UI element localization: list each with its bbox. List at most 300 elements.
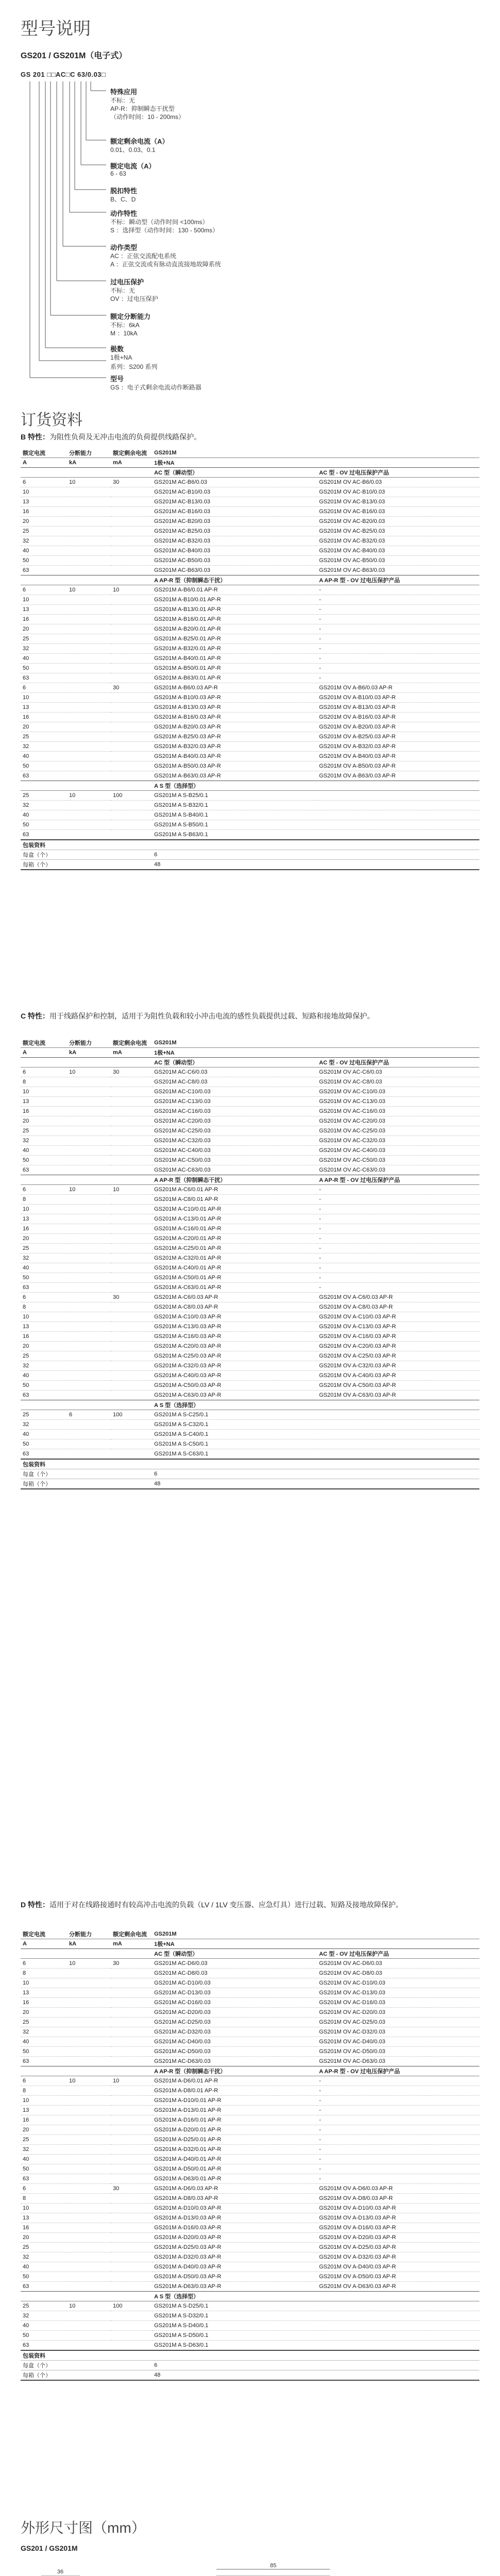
- page-subtitle: GS201 / GS201M（电子式）: [21, 52, 127, 60]
- table-cell: GS201M AC-B63/0.03: [152, 566, 317, 575]
- table-cell: [67, 713, 111, 722]
- table-row: [21, 2213, 479, 2223]
- legend-line: 不标：无: [110, 287, 136, 294]
- table-row: [21, 2204, 479, 2213]
- table-cell: 32: [21, 1361, 67, 1371]
- table-row: [21, 1224, 479, 1234]
- table-cell: 40: [21, 752, 67, 761]
- table-cell: [67, 2243, 111, 2252]
- table-cell: 20: [21, 517, 67, 527]
- table-cell: [111, 2096, 152, 2106]
- table-cell: [67, 2174, 111, 2184]
- table-cell: [67, 1283, 111, 1293]
- table-cell: GS201M AC-B50/0.03: [152, 556, 317, 566]
- table-cell: GS201M OV AC-B63/0.03: [317, 566, 479, 575]
- table-row: [21, 1273, 479, 1283]
- table-cell: GS201M OV AC-B10/0.03: [317, 487, 479, 497]
- table-cell: [111, 722, 152, 732]
- table-cell: [67, 1293, 111, 1302]
- table-cell: [111, 2331, 152, 2341]
- table-cell: [67, 517, 111, 527]
- table-cell: 13: [21, 703, 67, 713]
- table-cell: 32: [21, 644, 67, 654]
- table-cell: GS201M A-B25/0.03 AP-R: [152, 732, 317, 742]
- table-cell: [111, 2037, 152, 2047]
- table-cell: 13: [21, 1097, 67, 1107]
- table-row: [21, 693, 479, 703]
- table-cell: 16: [21, 1107, 67, 1116]
- table-cell: [67, 1146, 111, 1156]
- table-cell: [111, 1469, 152, 1479]
- table-cell: 25: [21, 2243, 67, 2252]
- table-cell: 6: [21, 2076, 67, 2086]
- table-cell: [111, 487, 152, 497]
- table-row: [21, 585, 479, 595]
- table-cell: GS201M AC-C16/0.03: [152, 1107, 317, 1116]
- table-cell: 包装资料: [21, 840, 67, 850]
- table-cell: [67, 1949, 111, 1959]
- table-cell: [111, 742, 152, 752]
- table-cell: [67, 2145, 111, 2155]
- table-cell: [67, 2057, 111, 2066]
- table-cell: [111, 1978, 152, 1988]
- table-cell: [67, 2037, 111, 2047]
- dim-label: 36: [57, 2569, 64, 2575]
- table-cell: [67, 1969, 111, 1978]
- table-row: [21, 2184, 479, 2194]
- table-cell: [67, 1439, 111, 1449]
- table-cell: kA: [67, 1939, 111, 1949]
- table-cell: [111, 2145, 152, 2155]
- table-cell: A: [21, 1048, 67, 1058]
- table-cell: 100: [111, 2301, 152, 2311]
- table-row: [21, 2233, 479, 2243]
- table-row: [21, 1302, 479, 1312]
- table-cell: -: [317, 1214, 479, 1224]
- table-row: [21, 1146, 479, 1156]
- legend-line: AP-R：抑制瞬态干扰型: [110, 105, 175, 112]
- table-cell: [111, 2243, 152, 2252]
- table-cell: 每箱（个）: [21, 860, 67, 870]
- table-cell: [67, 2311, 111, 2321]
- table-cell: A AP-R 型 - OV 过电压保护产品: [317, 2066, 479, 2076]
- table-cell: GS201M A-D8/0.01 AP-R: [152, 2086, 317, 2096]
- table-cell: 40: [21, 2155, 67, 2164]
- table-row: [21, 1381, 479, 1391]
- table-cell: [67, 2155, 111, 2164]
- table-cell: 63: [21, 566, 67, 575]
- table-cell: 10: [67, 1067, 111, 1077]
- table-cell: GS201M OV AC-D40/0.03: [317, 2037, 479, 2047]
- table-cell: GS201M AC-D10/0.03: [152, 1978, 317, 1988]
- table-cell: GS201M OV A-D50/0.03 AP-R: [317, 2272, 479, 2282]
- table-cell: [67, 1302, 111, 1312]
- table-cell: GS201M OV A-B50/0.03 AP-R: [317, 761, 479, 771]
- table-cell: AC 型（瞬动型）: [152, 468, 317, 478]
- table-cell: [67, 860, 111, 870]
- table-cell: [317, 1420, 479, 1430]
- table-cell: [111, 566, 152, 575]
- table-cell: -: [317, 1205, 479, 1214]
- table-cell: GS201M AC-B20/0.03: [152, 517, 317, 527]
- table-cell: GS201M A-D50/0.03 AP-R: [152, 2272, 317, 2282]
- legend-label: 动作特性: [110, 210, 138, 217]
- table-cell: [67, 2350, 111, 2361]
- table-cell: GS201M A S-B25/0.1: [152, 791, 317, 801]
- table-cell: GS201M A-B20/0.01 AP-R: [152, 624, 317, 634]
- table-cell: 6: [152, 850, 317, 860]
- table-cell: 40: [21, 1146, 67, 1156]
- table-cell: [111, 1998, 152, 2008]
- table-cell: GS201M: [152, 1038, 317, 1048]
- table-cell: [317, 850, 479, 860]
- table-row: [21, 644, 479, 654]
- table-cell: [111, 1342, 152, 1351]
- table-cell: [317, 860, 479, 870]
- table-row: [21, 2370, 479, 2381]
- table-cell: [21, 2292, 67, 2301]
- table-cell: GS201M A S-C50/0.1: [152, 1439, 317, 1449]
- table-cell: GS201M OV AC-C63/0.03: [317, 1165, 479, 1175]
- table-cell: 63: [21, 1449, 67, 1460]
- table-cell: GS201M: [152, 448, 317, 458]
- table-cell: GS201M A-C13/0.03 AP-R: [152, 1322, 317, 1332]
- table-cell: [111, 2282, 152, 2292]
- table-cell: [111, 2213, 152, 2223]
- table-cell: [111, 1283, 152, 1293]
- table-cell: [67, 1342, 111, 1351]
- table-cell: -: [317, 2086, 479, 2096]
- table-cell: -: [317, 624, 479, 634]
- table-cell: GS201M A-D10/0.01 AP-R: [152, 2096, 317, 2106]
- table-cell: 25: [21, 791, 67, 801]
- table-cell: [317, 1038, 479, 1048]
- table-cell: A AP-R 型 - OV 过电压保护产品: [317, 575, 479, 585]
- table-row: [21, 713, 479, 722]
- table-cell: GS201M AC-B13/0.03: [152, 497, 317, 507]
- table-row: [21, 1391, 479, 1400]
- table-row: [21, 595, 479, 605]
- table-row: [21, 2292, 479, 2301]
- table-cell: [67, 1087, 111, 1097]
- table-cell: [317, 791, 479, 801]
- table-cell: [67, 1175, 111, 1185]
- dim-label: 85: [270, 2563, 277, 2569]
- table-cell: 63: [21, 771, 67, 781]
- table-cell: [317, 801, 479, 810]
- order-table-d: [21, 1929, 479, 2381]
- table-cell: GS201M A S-C32/0.1: [152, 1420, 317, 1430]
- legend-label: 极数: [110, 345, 124, 353]
- table-cell: 40: [21, 2262, 67, 2272]
- table-cell: GS201M OV A-D20/0.03 AP-R: [317, 2233, 479, 2243]
- table-cell: GS201M A-B10/0.01 AP-R: [152, 595, 317, 605]
- table-cell: -: [317, 2115, 479, 2125]
- table-cell: GS201M OV A-B10/0.03 AP-R: [317, 693, 479, 703]
- table-cell: 20: [21, 2008, 67, 2018]
- table-cell: [111, 1077, 152, 1087]
- table-cell: GS201M AC-D6/0.03: [152, 1959, 317, 1969]
- table-row: [21, 517, 479, 527]
- table-cell: [67, 703, 111, 713]
- table-cell: GS201M OV AC-B20/0.03: [317, 517, 479, 527]
- table-row: [21, 1988, 479, 1998]
- legend-line: M ：10kA: [110, 330, 138, 337]
- table-cell: 40: [21, 2037, 67, 2047]
- table-cell: [111, 1087, 152, 1097]
- table-cell: GS201M A-B6/0.01 AP-R: [152, 585, 317, 595]
- table-cell: GS201M OV AC-D13/0.03: [317, 1988, 479, 1998]
- table-row: [21, 1293, 479, 1302]
- table-cell: 8: [21, 2194, 67, 2204]
- table-cell: [111, 1273, 152, 1283]
- table-cell: [67, 1107, 111, 1116]
- table-cell: [67, 1156, 111, 1165]
- table-cell: GS201M A-D13/0.01 AP-R: [152, 2106, 317, 2115]
- table-cell: [111, 1116, 152, 1126]
- table-cell: 32: [21, 2311, 67, 2321]
- table-cell: [67, 546, 111, 556]
- table-cell: GS201M AC-D32/0.03: [152, 2027, 317, 2037]
- table-cell: GS201M A-D20/0.03 AP-R: [152, 2233, 317, 2243]
- table-cell: 32: [21, 2027, 67, 2037]
- table-cell: GS201M A S-D32/0.1: [152, 2311, 317, 2321]
- table-cell: 10: [21, 1087, 67, 1097]
- table-cell: GS201M OV A-C13/0.03 AP-R: [317, 1322, 479, 1332]
- table-cell: [111, 1234, 152, 1244]
- table-cell: GS201M AC-C32/0.03: [152, 1136, 317, 1146]
- table-cell: [111, 2027, 152, 2037]
- table-row: [21, 478, 479, 487]
- table-cell: [111, 2057, 152, 2066]
- legend-label: 型号: [110, 375, 124, 383]
- table-cell: [111, 2018, 152, 2027]
- table-cell: 16: [21, 615, 67, 624]
- table-cell: GS201M A-C10/0.03 AP-R: [152, 1312, 317, 1322]
- table-cell: GS201M A-C8/0.01 AP-R: [152, 1195, 317, 1205]
- table-cell: 63: [21, 1165, 67, 1175]
- table-row: [21, 2350, 479, 2361]
- table-row: [21, 2361, 479, 2370]
- table-cell: 10: [21, 1978, 67, 1988]
- table-cell: -: [317, 2096, 479, 2106]
- table-cell: [67, 2204, 111, 2213]
- table-cell: 16: [21, 713, 67, 722]
- section-intro-d: [21, 1899, 485, 1911]
- table-cell: GS201M OV AC-D32/0.03: [317, 2027, 479, 2037]
- table-cell: 30: [111, 478, 152, 487]
- table-row: [21, 683, 479, 693]
- table-cell: GS201M AC-C50/0.03: [152, 1156, 317, 1165]
- table-cell: 25: [21, 2135, 67, 2145]
- table-cell: [21, 1058, 67, 1067]
- table-cell: [111, 624, 152, 634]
- section-intro-c: [21, 1010, 485, 1022]
- table-cell: [111, 1439, 152, 1449]
- table-cell: GS201M OV AC-C13/0.03: [317, 1097, 479, 1107]
- table-cell: [67, 1459, 111, 1469]
- table-cell: GS201M A-D6/0.03 AP-R: [152, 2184, 317, 2194]
- table-cell: GS201M A S-B40/0.1: [152, 810, 317, 820]
- table-row: [21, 634, 479, 644]
- table-cell: 63: [21, 1391, 67, 1400]
- table-cell: 40: [21, 810, 67, 820]
- table-cell: A: [21, 458, 67, 468]
- table-cell: [111, 1253, 152, 1263]
- table-row: [21, 2096, 479, 2106]
- table-cell: [111, 752, 152, 761]
- table-cell: 48: [152, 2370, 317, 2381]
- table-cell: [67, 801, 111, 810]
- table-cell: GS201M OV AC-B40/0.03: [317, 546, 479, 556]
- table-cell: [67, 2008, 111, 2018]
- table-cell: [111, 664, 152, 673]
- table-cell: GS201M A-D10/0.03 AP-R: [152, 2204, 317, 2213]
- table-cell: GS201M A-D40/0.03 AP-R: [152, 2262, 317, 2272]
- table-cell: [111, 1097, 152, 1107]
- table-cell: [67, 742, 111, 752]
- table-row: [21, 830, 479, 840]
- table-cell: [67, 2115, 111, 2125]
- table-cell: 63: [21, 2057, 67, 2066]
- table-cell: GS201M AC-D20/0.03: [152, 2008, 317, 2018]
- table-row: [21, 1479, 479, 1489]
- intro-text: 适用于对在线路接通时有较高冲击电流的负载（LV / 1LV 变压器、应急灯具）进行过载、短路及接地故障保护。: [49, 1901, 403, 1909]
- table-cell: [67, 527, 111, 536]
- table-cell: [67, 2194, 111, 2204]
- table-cell: [67, 507, 111, 517]
- table-cell: GS201M OV A-D16/0.03 AP-R: [317, 2223, 479, 2233]
- table-cell: GS201M OV A-D25/0.03 AP-R: [317, 2243, 479, 2252]
- table-cell: [67, 732, 111, 742]
- table-cell: GS201M A-B13/0.01 AP-R: [152, 605, 317, 615]
- table-row: [21, 2135, 479, 2145]
- table-cell: [111, 1969, 152, 1978]
- table-cell: GS201M OV AC-D10/0.03: [317, 1978, 479, 1988]
- table-cell: 25: [21, 2301, 67, 2311]
- table-row: [21, 1048, 479, 1058]
- table-cell: 40: [21, 546, 67, 556]
- table-cell: 8: [21, 1969, 67, 1978]
- dimension-title: 外形尺寸图（mm）: [21, 2520, 146, 2536]
- table-cell: 10: [67, 2076, 111, 2086]
- table-cell: [317, 1469, 479, 1479]
- table-cell: -: [317, 2174, 479, 2184]
- table-cell: [67, 1998, 111, 2008]
- table-cell: 额定剩余电流: [111, 448, 152, 458]
- table-cell: [111, 2361, 152, 2370]
- table-cell: 32: [21, 1136, 67, 1146]
- table-cell: GS201M A-B16/0.03 AP-R: [152, 713, 317, 722]
- table-row: [21, 1185, 479, 1195]
- table-cell: GS201M OV A-B13/0.03 AP-R: [317, 703, 479, 713]
- intro-label: B 特性：: [21, 433, 49, 441]
- table-cell: [67, 2331, 111, 2341]
- table-cell: GS201M A-C40/0.03 AP-R: [152, 1371, 317, 1381]
- table-cell: [67, 1469, 111, 1479]
- table-cell: [67, 2096, 111, 2106]
- table-cell: 32: [21, 2145, 67, 2155]
- table-row: [21, 1244, 479, 1253]
- table-cell: GS201M OV AC-C32/0.03: [317, 1136, 479, 1146]
- table-cell: [67, 1116, 111, 1126]
- table-cell: 32: [21, 2252, 67, 2262]
- table-row: [21, 810, 479, 820]
- table-row: [21, 1342, 479, 1351]
- table-cell: [67, 1205, 111, 1214]
- table-cell: 20: [21, 722, 67, 732]
- table-row: [21, 2145, 479, 2155]
- table-cell: [67, 2047, 111, 2057]
- table-cell: [67, 1430, 111, 1439]
- table-cell: [111, 1165, 152, 1175]
- table-row: [21, 673, 479, 683]
- table-cell: GS201M OV A-D8/0.03 AP-R: [317, 2194, 479, 2204]
- model-code: GS 201 □□AC□C 63/0.03□: [21, 71, 106, 78]
- table-cell: GS201M OV A-D32/0.03 AP-R: [317, 2252, 479, 2262]
- table-cell: GS201M OV AC-D25/0.03: [317, 2018, 479, 2027]
- table-row: [21, 546, 479, 556]
- table-cell: [67, 2361, 111, 2370]
- table-row: [21, 487, 479, 497]
- table-cell: GS201M OV A-C6/0.03 AP-R: [317, 1293, 479, 1302]
- table-cell: 6: [21, 1185, 67, 1195]
- table-cell: -: [317, 605, 479, 615]
- table-cell: GS201M AC-D25/0.03: [152, 2018, 317, 2027]
- table-row: [21, 2262, 479, 2272]
- table-cell: [111, 850, 152, 860]
- table-cell: [111, 468, 152, 478]
- table-cell: [317, 781, 479, 791]
- table-row: [21, 2027, 479, 2037]
- table-row: [21, 1351, 479, 1361]
- legend-line: （动作时间：10 - 200ms）: [110, 113, 185, 121]
- table-cell: [111, 673, 152, 683]
- table-cell: [111, 1244, 152, 1253]
- table-cell: [67, 1361, 111, 1371]
- order-title: 订货资料: [21, 412, 82, 429]
- table-cell: [21, 575, 67, 585]
- table-cell: [317, 1048, 479, 1058]
- table-cell: 6: [152, 1469, 317, 1479]
- table-cell: kA: [67, 1048, 111, 1058]
- table-cell: [67, 1263, 111, 1273]
- table-cell: GS201M A-D8/0.03 AP-R: [152, 2194, 317, 2204]
- table-cell: GS201M A-B6/0.03 AP-R: [152, 683, 317, 693]
- table-row: [21, 1420, 479, 1430]
- table-row: [21, 1195, 479, 1205]
- table-cell: [67, 634, 111, 644]
- table-cell: GS201M OV A-D6/0.03 AP-R: [317, 2184, 479, 2194]
- table-row: [21, 605, 479, 615]
- table-cell: -: [317, 585, 479, 595]
- table-cell: GS201M AC-C20/0.03: [152, 1116, 317, 1126]
- table-cell: GS201M A-D63/0.01 AP-R: [152, 2174, 317, 2184]
- table-cell: 25: [21, 634, 67, 644]
- table-cell: 1极+NA: [152, 1048, 317, 1058]
- table-row: [21, 1087, 479, 1097]
- table-row: [21, 1998, 479, 2008]
- table-cell: GS201M AC-D13/0.03: [152, 1988, 317, 1998]
- table-cell: -: [317, 1234, 479, 1244]
- intro-text: 为阻性负荷及无冲击电流的负荷提供线路保护。: [49, 433, 201, 441]
- table-cell: GS201M OV A-B20/0.03 AP-R: [317, 722, 479, 732]
- table-cell: GS201M A-C8/0.03 AP-R: [152, 1302, 317, 1312]
- table-row: [21, 781, 479, 791]
- table-row: [21, 850, 479, 860]
- table-row: [21, 1969, 479, 1978]
- table-cell: GS201M A-C63/0.01 AP-R: [152, 1283, 317, 1293]
